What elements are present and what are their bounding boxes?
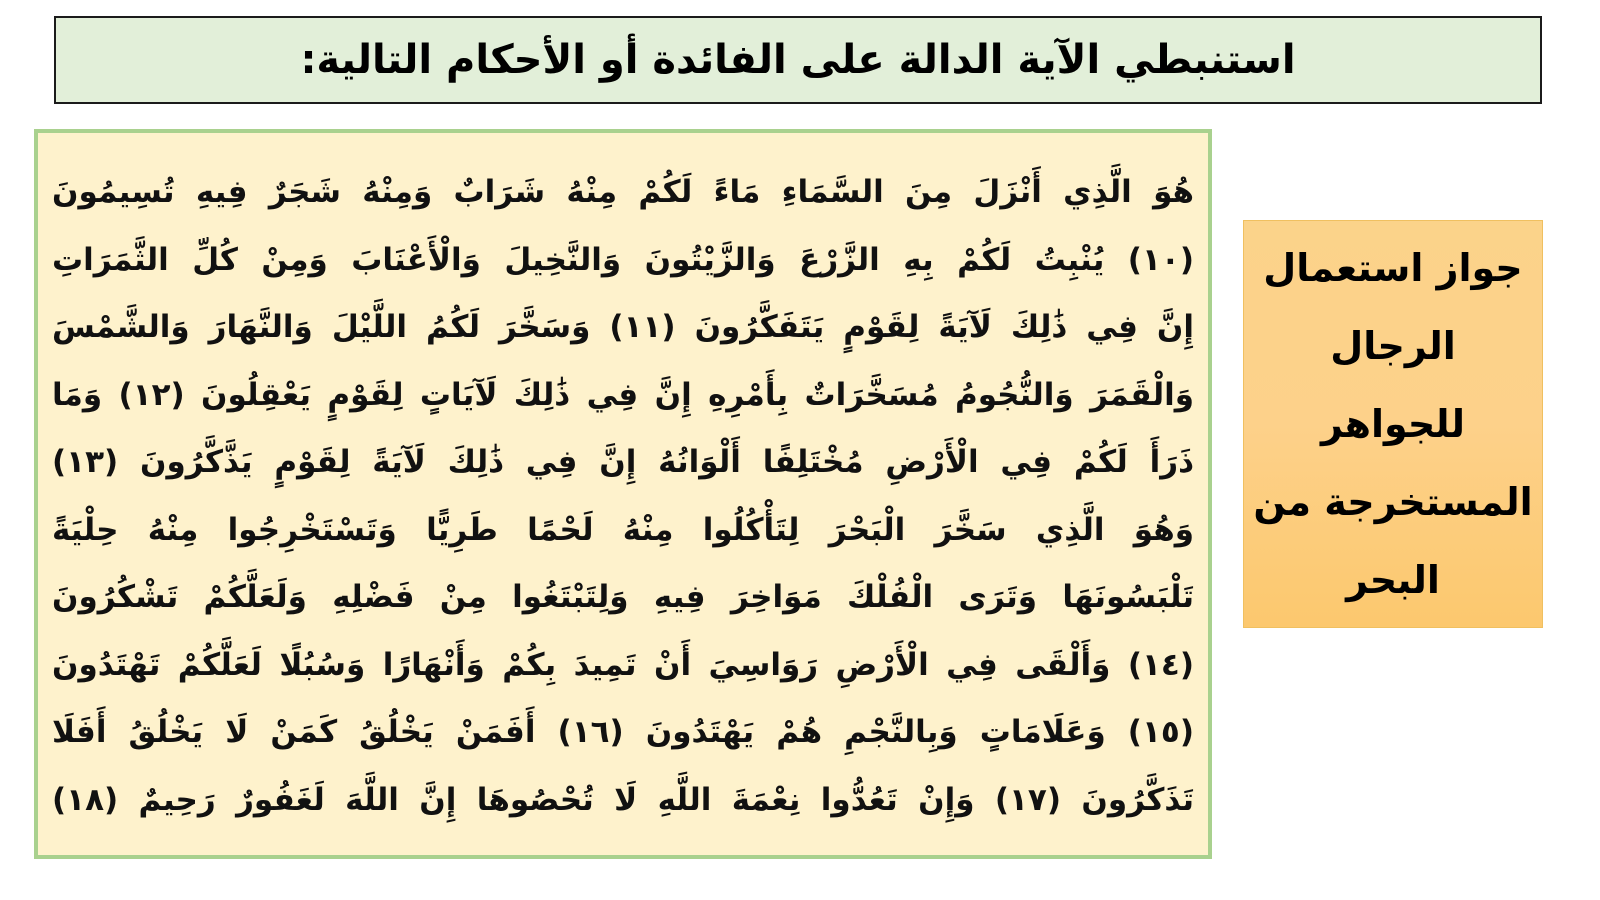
ruling-line: الرجال — [1330, 324, 1456, 368]
ruling-box — [1243, 220, 1543, 628]
title-box — [54, 16, 1542, 104]
verse-line: (١٥) وَعَلَامَاتٍ وَبِالنَّجْمِ هُمْ يَهْتَدُونَ (١٦) أَفَمَنْ يَخْلُقُ كَمَنْ لَا يَخْلُقُ أَفَلَا — [52, 714, 1194, 750]
verse-line: (١٤) وَأَلْقَى فِي الْأَرْضِ رَوَاسِيَ أَنْ تَمِيدَ بِكُمْ وَأَنْهَارًا وَسُبُلًا لَعَلَّكُمْ تَهْتَدُونَ — [52, 646, 1194, 683]
verse-line: وَالْقَمَرَ وَالنُّجُومُ مُسَخَّرَاتٌ بِأَمْرِهِ إِنَّ فِي ذَٰلِكَ لَآيَاتٍ لِقَوْمٍ يَعْقِلُونَ (١٢) وَمَا — [52, 376, 1194, 413]
ruling-line: جواز استعمال — [1263, 246, 1523, 290]
ruling-text — [1253, 229, 1533, 619]
ruling-line: للجواهر — [1320, 402, 1465, 446]
slide-title: استنبطي الآية الدالة على الفائدة أو الأحكام التالية: — [300, 37, 1296, 83]
verse-line: إِنَّ فِي ذَٰلِكَ لَآيَةً لِقَوْمٍ يَتَفَكَّرُونَ (١١) وَسَخَّرَ لَكُمُ اللَّيْلَ وَالنَّهَارَ وَالشَّمْسَ — [52, 309, 1194, 345]
verse-line: تَذَكَّرُونَ (١٧) وَإِنْ تَعُدُّوا نِعْمَةَ اللَّهِ لَا تُحْصُوهَا إِنَّ اللَّهَ لَغَفُورٌ رَحِيمٌ (١٨) — [52, 781, 1194, 818]
ruling-line: البحر — [1346, 558, 1440, 602]
verse-line: وَهُوَ الَّذِي سَخَّرَ الْبَحْرَ لِتَأْكُلُوا مِنْهُ لَحْمًا طَرِيًّا وَتَسْتَخْرِجُوا مِنْهُ حِلْيَةً — [52, 511, 1194, 548]
verse-line: (١٠) يُنْبِتُ لَكُمْ بِهِ الزَّرْعَ وَالزَّيْتُونَ وَالنَّخِيلَ وَالْأَعْنَابَ وَمِنْ كُلِّ الثَّمَرَاتِ — [52, 241, 1194, 278]
verse-line: تَلْبَسُونَهَا وَتَرَى الْفُلْكَ مَوَاخِرَ فِيهِ وَلِتَبْتَغُوا مِنْ فَضْلِهِ وَلَعَلَّكُمْ تَشْكُرُونَ — [52, 579, 1194, 615]
quran-verses-text — [52, 159, 1194, 834]
ruling-line: المستخرجة من — [1253, 480, 1533, 524]
quran-verses-box — [34, 129, 1212, 859]
verse-line: ذَرَأَ لَكُمْ فِي الْأَرْضِ مُخْتَلِفًا أَلْوَانُهُ إِنَّ فِي ذَٰلِكَ لَآيَةً لِقَوْمٍ يَذَّكَّرُونَ (١٣) — [52, 444, 1194, 480]
verse-line: هُوَ الَّذِي أَنْزَلَ مِنَ السَّمَاءِ مَاءً لَكُمْ مِنْهُ شَرَابٌ وَمِنْهُ شَجَرٌ فِيهِ تُسِيمُونَ — [52, 174, 1194, 210]
